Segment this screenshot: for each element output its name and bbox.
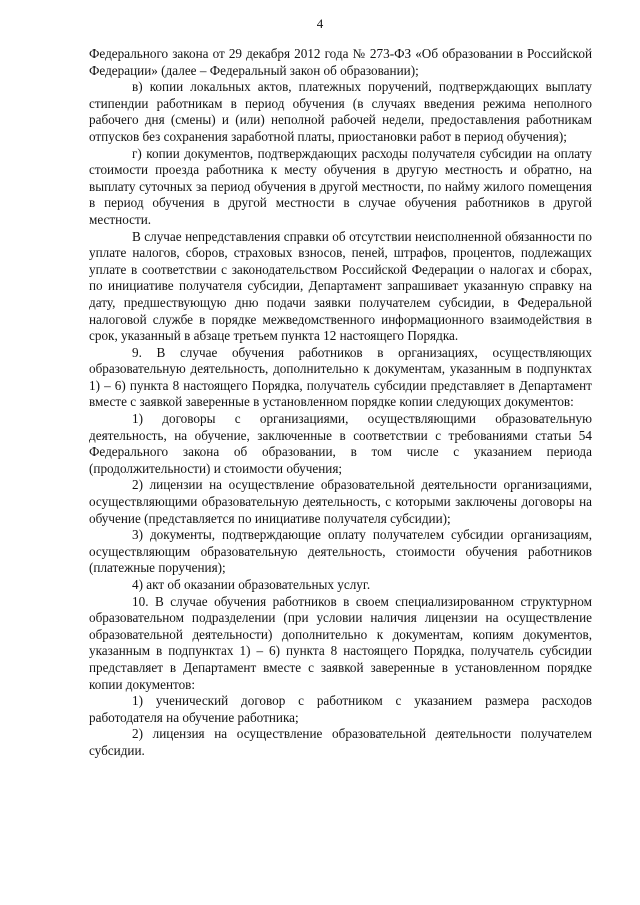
paragraph-clause-9-item-1: 1) договоры с организациями, осуществляющими образовательную деятельность, на обучение, заключенные в соответствии с требованиями статьи 54 Федерального закона об образовании, в том числе с указанием периода (продолжительности) и стоимости обучения; xyxy=(89,411,592,476)
paragraph-law-reference-continuation: Федерального закона от 29 декабря 2012 года № 273-ФЗ «Об образовании в Российской Федерации» (далее – Федеральный закон об образовании); xyxy=(89,46,592,78)
document-body xyxy=(89,46,592,760)
paragraph-item-g: г) копии документов, подтверждающих расходы получателя субсидии на оплату стоимости проезда работника к месту обучения в другую местность и обратно, на выплату суточных за период обучения в другой местности, по найму жилого помещения в период обучения в другой местности в случае обучения работников в другой местности. xyxy=(89,145,592,227)
paragraph-clause-9: 9. В случае обучения работников в организациях, осуществляющих образовательную деятельность, дополнительно к документам, указанным в подпунктах 1) – 6) пункта 8 настоящего Порядка, получатель субсидии представляет в Департамент вместе с заявкой заверенные в установленном порядке копии следующих документов: xyxy=(89,344,592,410)
paragraph-clause-10-item-1: 1) ученический договор с работником с указанием размера расходов работодателя на обучение работника; xyxy=(89,693,592,725)
paragraph-clause-10: 10. В случае обучения работников в своем специализированном структурном образовательном подразделении (при условии наличия лицензии на осуществление образовательной деятельности) дополнительно к документам, копиям документов, указанным в подпунктах 1) – 6) пункта 8 настоящего Порядка, получатель субсидии представляет в Департамент вместе с заявкой заверенные в установленном порядке копии документов: xyxy=(89,593,592,692)
page-number: 4 xyxy=(316,16,324,31)
paragraph-clause-9-item-4: 4) акт об оказании образовательных услуг. xyxy=(132,577,371,592)
paragraph-clause-9-item-3: 3) документы, подтверждающие оплату получателем субсидии организациям, осуществляющим образовательную деятельность, стоимости обучения работников (платежные поручения); xyxy=(89,527,592,576)
paragraph-tax-certificate: В случае непредставления справки об отсутствии неисполненной обязанности по уплате налогов, сборов, страховых взносов, пеней, штрафов, процентов, подлежащих уплате в соответствии с законодательством Российской Федерации о налогах и сборах, по инициативе получателя субсидии, Департамент запрашивает указанную справку на дату, предшествующую дню подачи заявки получателем субсидии, в Федеральной налоговой службе в порядке межведомственного информационного взаимодействия в срок, указанный в абзаце третьем пункта 12 настоящего Порядка. xyxy=(89,228,592,344)
paragraph-clause-10-item-2: 2) лицензия на осуществление образовательной деятельности получателем субсидии. xyxy=(89,726,592,758)
paragraph-item-v: в) копии локальных актов, платежных поручений, подтверждающих выплату стипендии работникам в период обучения (в случаях введения режима неполного рабочего дня (смены) и (или) неполной рабочей недели, предоставления работникам отпусков без сохранения заработной платы, приостановки работ в период обучения); xyxy=(89,79,592,144)
paragraph-clause-9-item-2: 2) лицензии на осуществление образовательной деятельности организациями, осуществляющими образовательную деятельность, с которыми заключены договоры на обучение (представляется по инициативе получателя субсидии); xyxy=(89,477,592,526)
